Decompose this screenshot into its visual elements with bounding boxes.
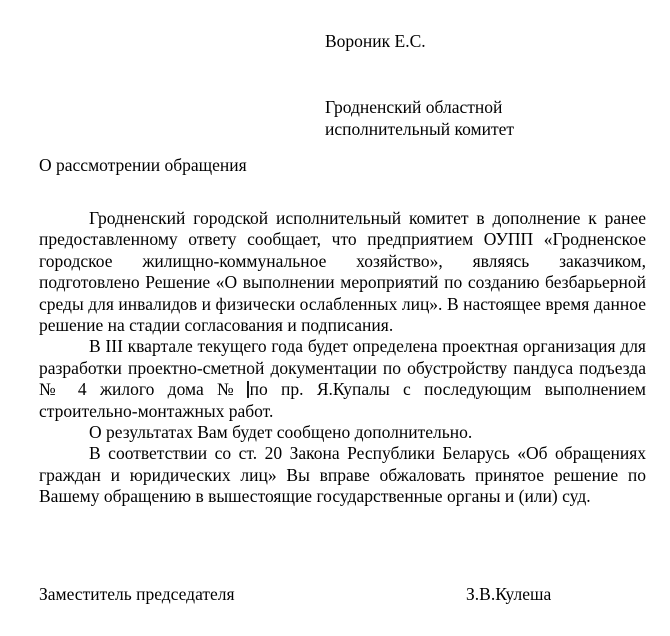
recipient-spacer-2 [325, 74, 514, 96]
letter-subject: О рассмотрении обращения [39, 155, 247, 175]
paragraph-2-part-1: В III квартале текущего года будет определена проектная организация для разработки проектно-сметной документации по обустройству пандуса подъезда № 4 жилого дома № [39, 336, 646, 400]
signature-title: Заместитель председателя [39, 584, 235, 604]
letter-body [39, 208, 646, 508]
recipient-org-line-1: Гродненский областной [325, 97, 503, 117]
recipient-org-line-2: исполнительный комитет [325, 119, 515, 139]
paragraph-1: Гродненский городской исполнительный комитет в дополнение к ранее предоставленному ответу сообщает, что предприятием ОУПП «Гродненское городское жилищно-коммунальное хозяйство», являясь заказчиком, подготовлено Решение «О выполнении мероприятий по созданию безбарьерной среды для инвалидов и физически ослабленных лиц». В настоящее время данное решение на стадии согласования и подписания. [39, 208, 646, 336]
recipient-block [325, 30, 514, 140]
signature-name: З.В.Кулеша [466, 584, 552, 604]
recipient-spacer [325, 52, 514, 74]
paragraph-2-part-2: по пр. Я.Купалы с последующим выполнением строительно-монтажных работ. [39, 379, 646, 421]
paragraph-4: В соответствии со ст. 20 Закона Республики Беларусь «Об обращениях граждан и юридических лиц» Вы вправе обжаловать принятое решение по Вашему обращению в вышестоящие государственные органы и (или) суд. [39, 443, 646, 507]
paragraph-2 [39, 336, 646, 422]
recipient-name: Вороник Е.С. [325, 31, 426, 51]
text-cursor [247, 381, 249, 398]
paragraph-3: О результатах Вам будет сообщено дополнительно. [89, 422, 473, 443]
